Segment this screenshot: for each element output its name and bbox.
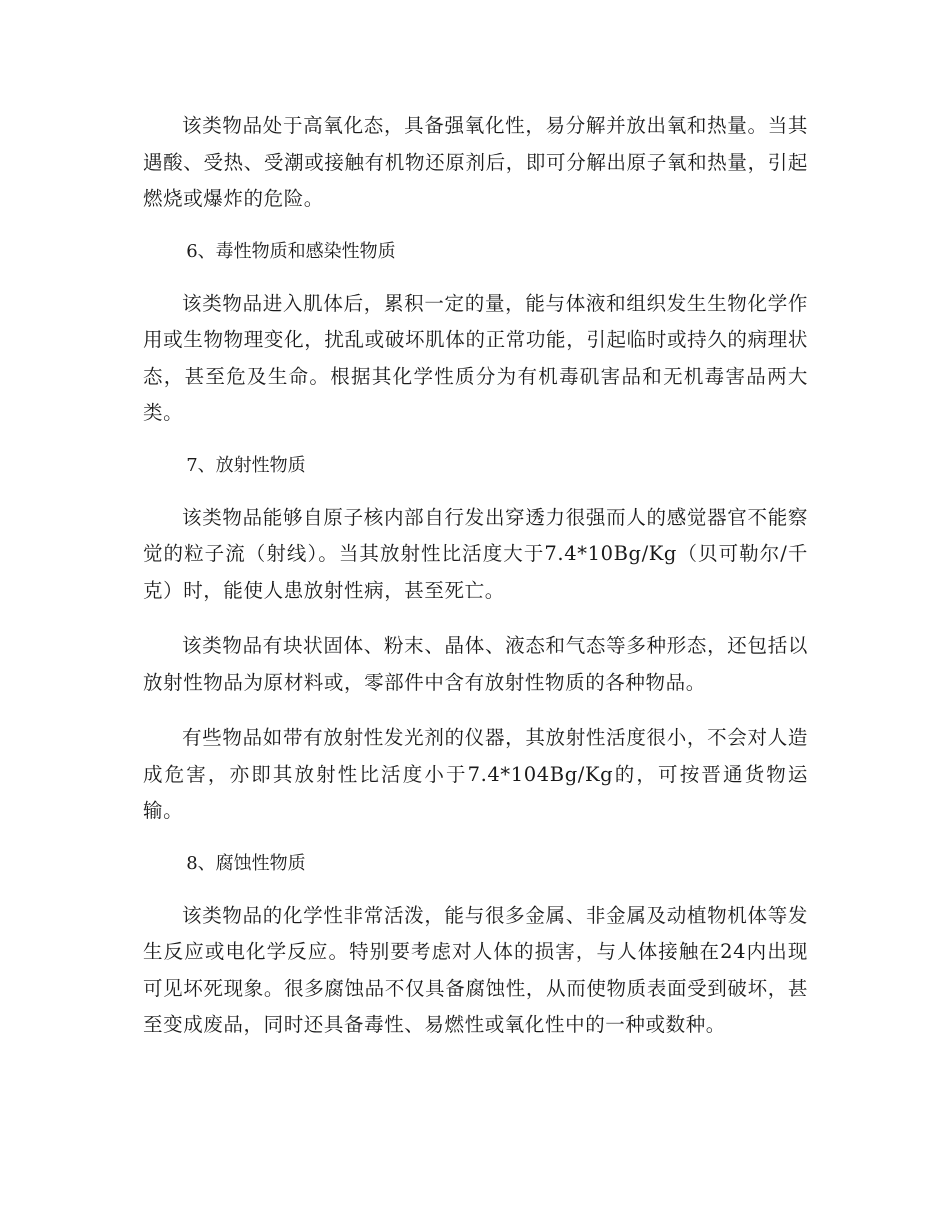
section-heading-radioactive: 7、放射性物质 [186, 454, 306, 476]
section-heading-corrosive: 8、腐蚀性物质 [186, 852, 306, 874]
paragraph-oxidizer-description: 该类物品处于高氧化态，具备强氧化性，易分解并放出氧和热量。当其遇酸、受热、受潮或接触有机物还原剂后，即可分解出原子氧和热量，引起燃烧或爆炸的危险。 [143, 114, 808, 210]
paragraph-radioactive-low-activity: 有些物品如带有放射性发光剂的仪器，其放射性活度很小，不会对人造成危害，亦即其放射性比活度小于7.4*104Bg/Kg的，可按晋通货物运输。 [143, 726, 808, 822]
document-page [143, 108, 808, 1063]
paragraph-corrosive-description: 该类物品的化学性非常活泼，能与很多金属、非金属及动植物机体等发生反应或电化学反应。特别要考虑对人体的损害，与人体接触在24内出现可见坏死现象。很多腐蚀品不仅具备腐蚀性，从而使物质表面受到破坏，甚至变成废品，同时还具备毒性、易燃性或氧化性中的一种或数种。 [143, 903, 808, 1036]
section-heading-toxic-infectious: 6、毒性物质和感染性物质 [186, 240, 396, 262]
paragraph-radioactive-forms: 该类物品有块状固体、粉末、晶体、液态和气态等多种形态，还包括以放射性物品为原材料或，零部件中含有放射性物质的各种物品。 [143, 634, 808, 694]
paragraph-radioactive-description: 该类物品能够自原子核内部自行发出穿透力很强而人的感觉器官不能察觉的粒子流（射线）。当其放射性比活度大于7.4*10Bg/Kg（贝可勒尔/千克）时，能使人患放射性病，甚至死亡。 [143, 505, 808, 602]
paragraph-toxic-description: 该类物品进入肌体后，累积一定的量，能与体液和组织发生生物化学作用或生物物理变化，扰乱或破坏肌体的正常功能，引起临时或持久的病理状态，甚至危及生命。根据其化学性质分为有机毒矶害品和无机毒害品两大类。 [143, 291, 808, 424]
